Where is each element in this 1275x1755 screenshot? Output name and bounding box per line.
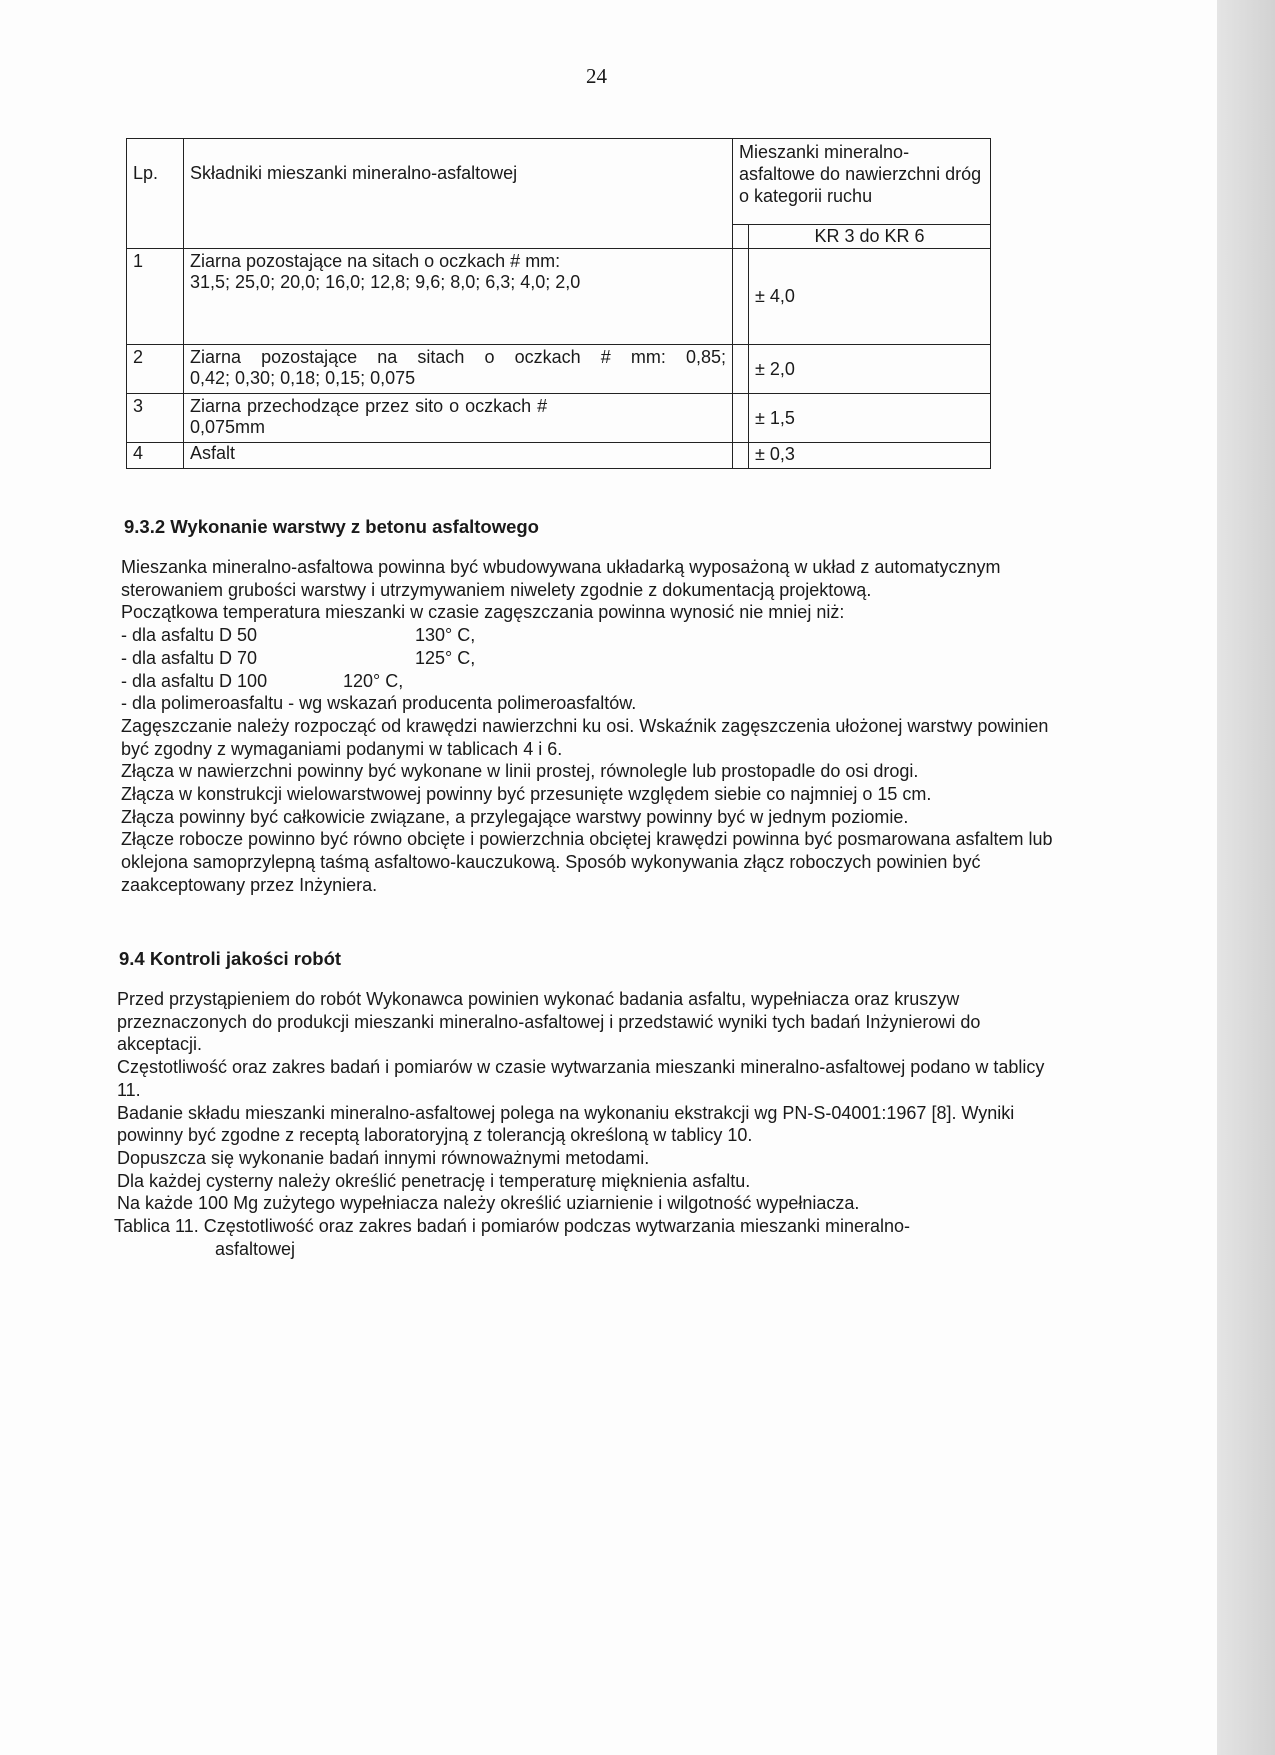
temp-label: - dla asfaltu D 50 bbox=[121, 625, 258, 646]
paragraph-joints-2: Złącza w konstrukcji wielowarstwowej powinny być przesunięte względem siebie co najmniej o 15 cm. bbox=[121, 784, 932, 805]
scan-edge-shadow bbox=[1217, 0, 1275, 1755]
table-gap-cell bbox=[733, 225, 749, 249]
paragraph-joints-1: Złącza w nawierzchni powinny być wykonane w linii prostej, równolegle lub prostopadle do osi drogi. bbox=[121, 761, 919, 782]
temp-row bbox=[121, 624, 1056, 647]
row-tolerance: ± 2,0 bbox=[749, 345, 991, 394]
temp-value: 120° C, bbox=[343, 670, 404, 691]
temp-label: - dla asfaltu D 70 bbox=[121, 647, 258, 668]
table-row bbox=[127, 394, 991, 443]
paragraph-intro: Mieszanka mineralno-asfaltowa powinna być wbudowywana układarką wyposażoną w układ z automatycznym sterowaniem grubości warstwy i utrzymywaniem niwelety zgodnie z dokumentacją projektową. bbox=[121, 557, 1001, 600]
table-row bbox=[127, 443, 991, 469]
row-lp: 4 bbox=[127, 443, 184, 469]
paragraph-6: Na każde 100 Mg zużytego wypełniacza należy określić uziarnienie i wilgotność wypełniacza. bbox=[117, 1193, 860, 1214]
row-line-2: 0,075mm bbox=[190, 417, 266, 437]
row-line-1: Asfalt bbox=[190, 443, 236, 463]
row-description bbox=[184, 394, 733, 443]
table-row bbox=[127, 249, 991, 345]
paragraph-temp-intro: Początkowa temperatura mieszanki w czasie zagęszczania powinna wynosić nie mniej niż: bbox=[121, 602, 845, 623]
paragraph-5: Dla każdej cysterny należy określić penetrację i temperaturę mięknienia asfaltu. bbox=[117, 1170, 751, 1191]
table-gap-cell bbox=[733, 345, 749, 394]
row-description bbox=[184, 345, 733, 394]
row-lp: 2 bbox=[127, 345, 184, 394]
section-heading-94: 9.4 Kontroli jakości robót bbox=[119, 948, 342, 969]
row-line-2: 0,42; 0,30; 0,18; 0,15; 0,075 bbox=[190, 368, 416, 388]
table-header-row bbox=[127, 139, 991, 225]
section-932-body bbox=[121, 556, 1056, 897]
tolerance-table bbox=[126, 138, 991, 469]
paragraph-compaction: Zagęszczanie należy rozpocząć od krawędzi nawierzchni ku osi. Wskaźnik zagęszczenia ułożonej warstwy powinien być zgodny z wymaganiami podanymi w tablicach 4 i 6. bbox=[121, 715, 1049, 759]
row-line-1: Ziarna pozostające na sitach o oczkach # mm: bbox=[190, 251, 561, 271]
temp-value: 130° C, bbox=[415, 625, 476, 646]
row-line-1: Ziarna przechodzące przez sito o oczkach # bbox=[190, 396, 548, 416]
table-caption-line-2: asfaltowej bbox=[215, 1238, 296, 1259]
paragraph-polymer: - dla polimeroasfaltu - wg wskazań producenta polimeroasfaltów. bbox=[121, 693, 637, 714]
paragraph-1: Przed przystąpieniem do robót Wykonawca powinien wykonać badania asfaltu, wypełniacza oraz kruszyw przeznaczonych do produkcji mieszanki mineralno-asfaltowej i przedstawić wyniki tych badań Inżynierowi do akceptacji. bbox=[117, 989, 981, 1055]
row-line-1: Ziarna pozostające na sitach o oczkach # mm: 0,85; bbox=[190, 347, 726, 367]
paragraph-3: Badanie składu mieszanki mineralno-asfaltowej polega na wykonaniu ekstrakcji wg PN-S-04001:1967 [8]. Wyniki powinny być zgodne z receptą laboratoryjną z tolerancją określoną w tablicy 10. bbox=[117, 1102, 1015, 1146]
row-description bbox=[184, 249, 733, 345]
page-number: 24 bbox=[586, 64, 607, 88]
row-line-2: 31,5; 25,0; 20,0; 16,0; 12,8; 9,6; 8,0; 6,3; 4,0; 2,0 bbox=[190, 272, 581, 292]
paragraph-joints-4: Złącze robocze powinno być równo obcięte i powierzchnia obciętej krawędzi powinna być posmarowana asfaltem lub oklejona samoprzylepną taśmą asfaltowo-kauczukową. Sposób wykonywania złącz roboczych powinien być zaakceptowany przez Inżyniera. bbox=[121, 829, 1053, 895]
header-mix: Mieszanki mineralno-asfaltowe do nawierzchni dróg o kategorii ruchu bbox=[733, 139, 991, 225]
row-description bbox=[184, 443, 733, 469]
paragraph-2: Częstotliwość oraz zakres badań i pomiarów w czasie wytwarzania mieszanki mineralno-asfaltowej podano w tablicy 11. bbox=[117, 1057, 1045, 1100]
header-components: Składniki mieszanki mineralno-asfaltowej bbox=[184, 139, 733, 249]
temp-label: - dla asfaltu D 100 bbox=[121, 670, 268, 691]
table-gap-cell bbox=[733, 394, 749, 443]
paragraph-joints-3: Złącza powinny być całkowicie związane, a przylegające warstwy powinny być w jednym poziomie. bbox=[121, 806, 909, 827]
header-lp: Lp. bbox=[127, 139, 184, 249]
table-gap-cell bbox=[733, 443, 749, 469]
row-tolerance: ± 0,3 bbox=[749, 443, 991, 469]
temp-value: 125° C, bbox=[415, 647, 476, 668]
row-lp: 3 bbox=[127, 394, 184, 443]
row-tolerance: ± 4,0 bbox=[749, 249, 991, 345]
temp-row bbox=[121, 670, 1056, 693]
row-tolerance: ± 1,5 bbox=[749, 394, 991, 443]
temp-row bbox=[121, 647, 1056, 670]
table-row bbox=[127, 345, 991, 394]
section-heading-932: 9.3.2 Wykonanie warstwy z betonu asfaltowego bbox=[124, 516, 539, 537]
table-caption-line-1: Tablica 11. Częstotliwość oraz zakres badań i pomiarów podczas wytwarzania mieszanki mineralno- bbox=[114, 1216, 911, 1237]
section-94-body bbox=[114, 988, 1057, 1260]
paragraph-4: Dopuszcza się wykonanie badań innymi równoważnymi metodami. bbox=[117, 1147, 650, 1168]
row-lp: 1 bbox=[127, 249, 184, 345]
header-category: KR 3 do KR 6 bbox=[749, 225, 991, 249]
table-gap-cell bbox=[733, 249, 749, 345]
